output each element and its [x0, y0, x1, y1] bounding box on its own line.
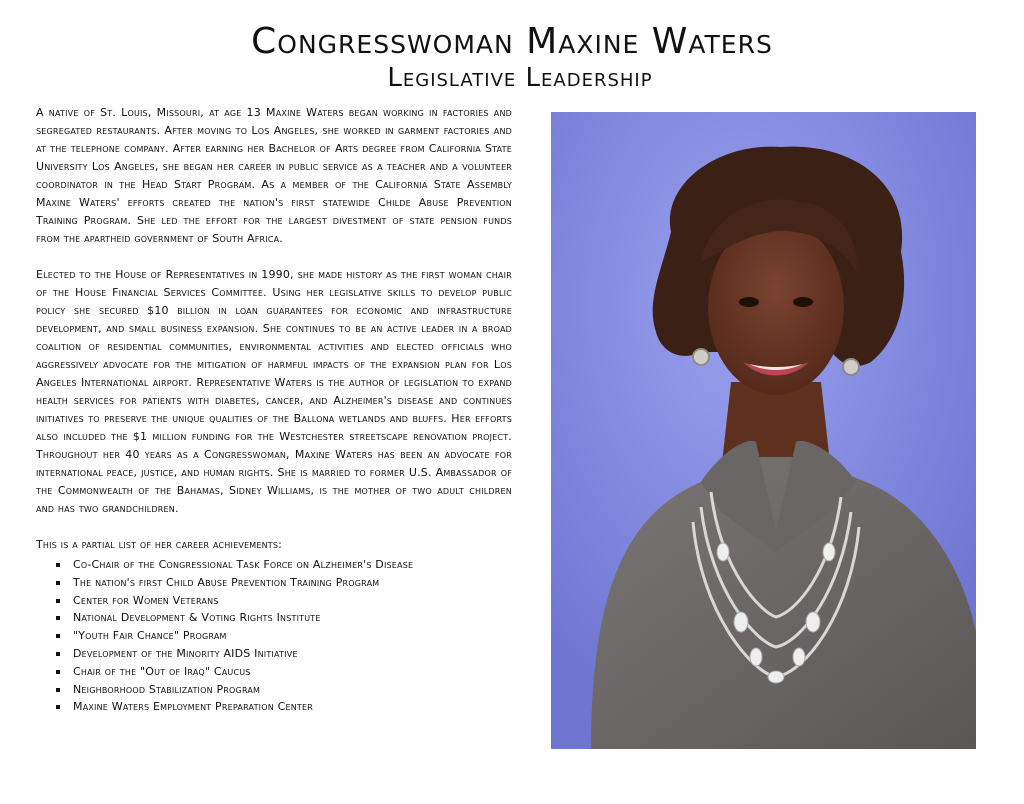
biography-paragraph-2: Elected to the House of Representatives in 1990, she made history as the first woman chair of the House Financial Services Committee. Using her legislative skills to develop public policy she secured $10 billion in loan guarantees for economic and infrastructure development, and small business expansion. She continues to be an active leader in a broad coalition of residential communities, environmental activities and elected officials who aggressively advocate for the mitigation of harmful impacts of the expansion plan for Los Angeles International airport. Representative Waters is the author of legislation to expand health services for patients with diabetes, cancer, and Alzheimer's disease and continues initiatives to preserve the unique qualities of the Ballona wetlands and bluffs. Her efforts also included the $1 million funding for the Westchester streetscape renovation project. Throughout her 40 years as a Congresswoman, Maxine Waters has been an advocate for international peace, justice, and human rights. She is married to former U.S. Ambassador of the Commonwealth of the Bahamas, Sidney Williams, is the mother of two adult children and has two grandchildren.	[36, 268, 512, 515]
achievement-item: Center for Women Veterans	[56, 592, 512, 610]
achievement-item: "Youth Fair Chance" Program	[56, 627, 512, 645]
achievement-item: Development of the Minority AIDS Initiative	[56, 645, 512, 663]
achievement-item: National Development & Voting Rights Institute	[56, 609, 512, 627]
biography-column	[36, 104, 512, 716]
right-earring	[843, 359, 859, 375]
page-subtitle: Legislative Leadership	[387, 63, 653, 93]
achievement-item: The nation's first Child Abuse Prevention Training Program	[56, 574, 512, 592]
achievements-intro: This is a partial list of her career achievements:	[36, 538, 283, 551]
portrait-illustration	[551, 112, 976, 749]
achievement-item: Co-Chair of the Congressional Task Force on Alzheimer's Disease	[56, 556, 512, 574]
achievement-item: Maxine Waters Employment Preparation Center	[56, 698, 512, 716]
achievement-item: Chair of the "Out of Iraq" Caucus	[56, 663, 512, 681]
left-earring	[693, 349, 709, 365]
biography-paragraph-1: A native of St. Louis, Missouri, at age 13 Maxine Waters began working in factories and segregated restaurants. After moving to Los Angeles, she worked in garment factories and at the telephone company. After earning her Bachelor of Arts degree from California State University Los Angeles, she began her career in public service as a teacher and a volunteer coordinator in the Head Start Program. As a member of the California State Assembly Maxine Waters' efforts created the nation's first statewide Childe Abuse Prevention Training Program. She led the effort for the largest divestment of state pension funds from the apartheid government of South Africa.	[36, 106, 512, 245]
left-eye	[739, 297, 759, 307]
right-eye	[793, 297, 813, 307]
achievements-list	[36, 556, 512, 716]
page-title: Congresswoman Maxine Waters	[251, 21, 773, 62]
achievement-item: Neighborhood Stabilization Program	[56, 681, 512, 699]
portrait-photo	[551, 112, 976, 749]
